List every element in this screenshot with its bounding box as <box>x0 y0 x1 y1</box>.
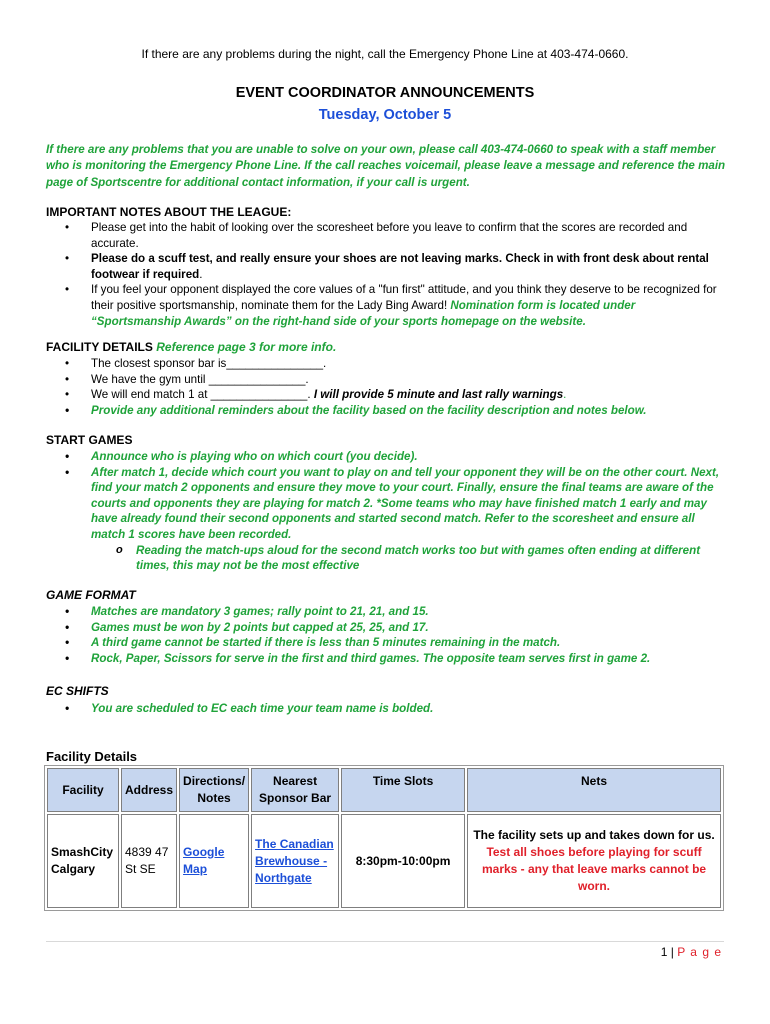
notes-item-2-bold: Please do a scuff test, and really ensure your shoes are not leaving marks. Check in with front desk about rental footwear if required <box>91 252 709 281</box>
list-item <box>46 372 726 388</box>
nets-note: The facility sets up and takes down for us. <box>473 828 715 842</box>
list-item <box>46 635 726 651</box>
list-item <box>46 651 726 667</box>
start-list <box>46 449 726 574</box>
list-item <box>46 701 726 717</box>
start-heading: START GAMES <box>46 433 133 447</box>
facility-list <box>46 356 726 418</box>
col-header-address: Address <box>121 768 177 812</box>
page-word: P a g e <box>677 945 722 959</box>
start-item-1: Announce who is playing who on which court (you decide). <box>91 450 418 463</box>
list-item <box>46 449 726 465</box>
format-item-4: Rock, Paper, Scissors for serve in the first and third games. The opposite team serves first in game 2. <box>91 651 651 665</box>
list-item <box>46 403 726 419</box>
notes-list <box>46 220 726 329</box>
col-header-facility: Facility <box>47 768 119 812</box>
list-item <box>46 282 726 329</box>
start-item-2: After match 1, decide which court you want to play on and tell your opponent they will be on the other court. Next, find your match 2 opponents and ensure they move to your court. Finally, ensure the final teams are aware of the courts and opponents they are playing for match 2. *Some teams who may have finished match 1 early and may have already found their second opponents and started second match. Refer to the scoresheet and ensure all match 1 scores have been recorded. <box>91 465 720 541</box>
format-item-2: Games must be won by 2 points but capped at 25, 25, and 17. <box>91 620 429 634</box>
notes-item-1: Please get into the habit of looking over the scoresheet before you leave to confirm that the scores are recorded and accurate. <box>91 221 688 250</box>
table-row <box>47 814 721 908</box>
facility-item-2: We have the gym until _______________. <box>91 372 309 386</box>
col-header-times: Time Slots <box>341 768 465 812</box>
list-item <box>46 387 726 403</box>
facility-item-3-end: . <box>563 388 567 402</box>
list-item <box>46 604 726 620</box>
cell-sponsor <box>251 814 339 908</box>
shifts-heading: EC SHIFTS <box>46 684 109 698</box>
format-heading: GAME FORMAT <box>46 588 136 602</box>
list-item <box>46 465 726 543</box>
table-header-row <box>47 768 721 812</box>
emergency-header: If there are any problems during the night, call the Emergency Phone Line at 403-474-0660. <box>141 47 629 61</box>
intro-paragraph: If there are any problems that you are unable to solve on your own, please call 403-474-0660 to speak with a staff member who is monitoring the Emergency Phone Line. If the call reaches voicemail, please leave a message and reference the main page of Sportscentre for additional contact information, if your call is urgent. <box>46 143 726 189</box>
notes-item-3: If you feel your opponent displayed the core values of a "fun first" attitude, and you think they deserve to be recognized for their positive sportsmanship, nominate them for the Lady Bing Award! <box>91 283 717 312</box>
page-number: 1 <box>660 945 668 959</box>
facility-item-3-bold: I will provide 5 minute and last rally warnings <box>310 388 564 402</box>
notes-item-2-end: . <box>199 267 203 281</box>
list-item <box>46 543 726 574</box>
format-item-3: A third game cannot be started if there is less than 5 minutes remaining in the match. <box>91 636 561 650</box>
cell-facility: SmashCity Calgary <box>47 814 119 908</box>
page-separator: | <box>667 945 678 959</box>
google-map-link[interactable]: Google Map <box>183 845 225 876</box>
shifts-item-1: You are scheduled to EC each time your team name is bolded. <box>91 702 434 715</box>
list-item <box>46 251 726 282</box>
col-header-directions: Directions/ Notes <box>179 768 249 812</box>
page-footer <box>661 945 722 959</box>
nets-warning: Test all shoes before playing for scuff marks - any that leave marks cannot be worn. <box>481 845 707 893</box>
facility-item-4: Provide any additional reminders about the facility based on the facility description and notes below. <box>91 403 647 417</box>
notes-heading: IMPORTANT NOTES ABOUT THE LEAGUE: <box>46 205 292 219</box>
format-list <box>46 604 726 666</box>
page-title: EVENT COORDINATOR ANNOUNCEMENTS <box>235 85 535 101</box>
table-caption: Facility Details <box>46 749 138 764</box>
facility-heading: FACILITY DETAILS <box>46 340 153 354</box>
list-item <box>46 220 726 251</box>
cell-nets <box>467 814 721 908</box>
cell-times: 8:30pm-10:00pm <box>341 814 465 908</box>
cell-directions <box>179 814 249 908</box>
footer-divider <box>46 941 724 942</box>
facility-heading-note: Reference page 3 for more info. <box>156 340 337 354</box>
col-header-sponsor: Nearest Sponsor Bar <box>251 768 339 812</box>
facility-item-3: We will end match 1 at _______________. <box>91 388 311 402</box>
page-date: Tuesday, October 5 <box>318 107 452 123</box>
facility-item-1: The closest sponsor bar is_______________. <box>91 357 327 370</box>
sponsor-bar-link[interactable]: The Canadian Brewhouse - Northgate <box>255 836 334 885</box>
cell-address: 4839 47 St SE <box>121 814 177 908</box>
list-item <box>46 620 726 636</box>
list-item <box>46 356 726 372</box>
facility-heading-line <box>46 340 336 354</box>
format-item-1: Matches are mandatory 3 games; rally point to 21, 21, and 15. <box>91 605 429 618</box>
shifts-list <box>46 701 726 717</box>
start-sub-item-1: Reading the match-ups aloud for the second match works too but with games often ending at different times, this may not be the most effective <box>136 543 701 573</box>
col-header-nets: Nets <box>467 768 721 812</box>
facility-table <box>44 765 724 911</box>
notes-item-3-green: Nomination form is located under “Sportsmanship Awards” on the right-hand side of your sports homepage on the website. <box>91 298 636 328</box>
